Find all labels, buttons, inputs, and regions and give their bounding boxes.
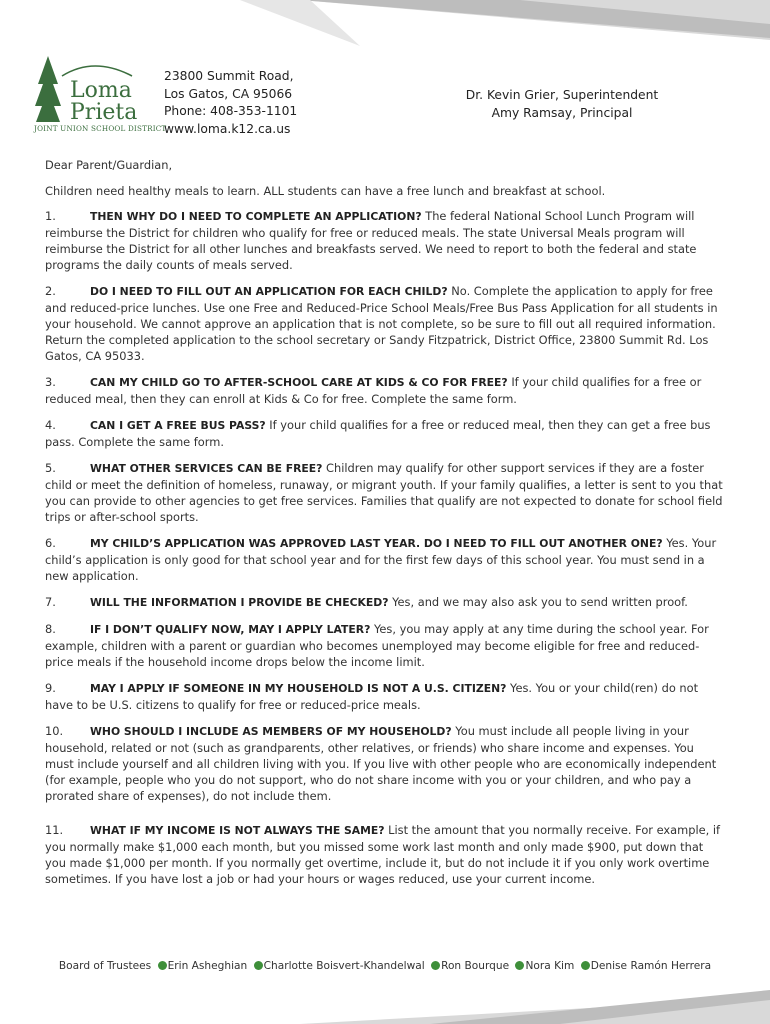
- faq-answer: No. Complete the application to apply for free and reduced-price lunches. Use one Free and Reduced-Price School Meals/Free Bus Pass Application for all students in your household. We cannot approve an application that is not complete, so be sure to fill out all required information. Return the completed application to the school secretary or Sandy Fitzpatrick, District Office, 23800 Summit Rd. Los Gatos, CA 95033.: [45, 284, 718, 363]
- faq-item: [45, 680, 725, 713]
- address-phone: Phone: 408-353-1101: [164, 104, 298, 118]
- faq-item: [45, 723, 725, 804]
- bullet-dot-icon: [158, 961, 167, 970]
- faq-question: WILL THE INFORMATION I PROVIDE BE CHECKED?: [90, 596, 389, 609]
- faq-answer: Yes. You or your child(ren) do not have to be U.S. citizens to qualify for free or reduced-price meals.: [45, 681, 699, 712]
- faq-number: 2.: [45, 284, 56, 298]
- district-logo: [34, 54, 167, 136]
- logo-name-line2: Prieta: [70, 100, 138, 125]
- faq-item: [45, 822, 725, 887]
- trustees-footer: [0, 960, 770, 972]
- faq-number: 11.: [45, 823, 64, 837]
- faq-question: WHAT IF MY INCOME IS NOT ALWAYS THE SAME?: [90, 824, 385, 837]
- footer-decoration: [0, 984, 770, 1024]
- bullet-dot-icon: [254, 961, 263, 970]
- faq-item: [45, 535, 725, 584]
- faq-question: CAN MY CHILD GO TO AFTER-SCHOOL CARE AT KIDS & CO FOR FREE?: [90, 376, 508, 389]
- faq-number: 9.: [45, 681, 56, 695]
- faq-answer: If your child qualifies for a free or reduced meal, then they can enroll at Kids & Co for free. Complete the same form.: [45, 375, 702, 406]
- faq-item: [45, 460, 725, 525]
- faq-question: DO I NEED TO FILL OUT AN APPLICATION FOR EACH CHILD?: [90, 285, 448, 298]
- letter-body: [45, 157, 725, 897]
- faq-answer: Yes, and we may also ask you to send written proof.: [388, 595, 688, 609]
- bullet-dot-icon: [581, 961, 590, 970]
- faq-answer: Yes, you may apply at any time during the school year. For example, children with a parent or guardian who becomes unemployed may become eligible for free and reduced-price meals if the household income drops below the income limit.: [45, 622, 709, 669]
- faq-question: WHO SHOULD I INCLUDE AS MEMBERS OF MY HOUSEHOLD?: [90, 725, 452, 738]
- faq-answer: List the amount that you normally receive. For example, if you normally make $1,000 each month, but you missed some work last month and only made $900, put down that you made $1,000 per month. If you normally get overtime, include it, but do not include it if you only work overtime sometimes. If you have lost a job or had your hours or wages reduced, use your current income.: [45, 823, 721, 886]
- superintendent-name: Dr. Kevin Grier, Superintendent: [465, 88, 659, 102]
- faq-question: CAN I GET A FREE BUS PASS?: [90, 419, 266, 432]
- faq-number: 7.: [45, 595, 56, 609]
- faq-answer: The federal National School Lunch Program will reimburse the District for children who qualify for free or reduced meals. The state Universal Meals program will reimburse the District for all other lunches and breakfasts served. We need to report to both the federal and state programs the daily counts of meals served.: [45, 209, 697, 272]
- faq-item: [45, 417, 725, 450]
- trustee-name: Erin Asheghian: [167, 960, 248, 972]
- faq-answer: You must include all people living in your household, related or not (such as grandparents, other relatives, or friends) who share income and expenses. You must include yourself and all children living with you. If you live with other people who are economically independent (for example, people who you do not support, who do not share income with you or your children, and who pay a prorated share of expenses), do not include them.: [45, 724, 717, 803]
- faq-item: [45, 208, 725, 273]
- faq-answer: If your child qualifies for a free or reduced meal, then they can get a free bus pass. Complete the same form.: [45, 418, 711, 449]
- address-website[interactable]: www.loma.k12.ca.us: [164, 121, 291, 136]
- faq-number: 1.: [45, 209, 56, 223]
- trustees-label: Board of Trustees: [58, 960, 152, 972]
- faq-question: IF I DON’T QUALIFY NOW, MAY I APPLY LATER?: [90, 623, 371, 636]
- faq-number: 3.: [45, 375, 56, 389]
- faq-question: MAY I APPLY IF SOMEONE IN MY HOUSEHOLD IS NOT A U.S. CITIZEN?: [90, 682, 507, 695]
- header-decoration: [0, 0, 770, 60]
- trustee-name: Charlotte Boisvert-Khandelwal: [263, 960, 425, 972]
- faq-question: WHAT OTHER SERVICES CAN BE FREE?: [90, 462, 323, 475]
- officials-block: [420, 86, 704, 122]
- faq-item: [45, 621, 725, 670]
- salutation: Dear Parent/Guardian,: [45, 158, 173, 172]
- bullet-dot-icon: [431, 961, 440, 970]
- faq-number: 5.: [45, 461, 56, 475]
- intro-paragraph: Children need healthy meals to learn. ALL students can have a free lunch and breakfast at school.: [45, 184, 606, 198]
- principal-name: Amy Ramsay, Principal: [491, 106, 633, 120]
- bullet-dot-icon: [515, 961, 524, 970]
- faq-number: 6.: [45, 536, 56, 550]
- trustee-name: Ron Bourque: [441, 960, 510, 972]
- faq-question: THEN WHY DO I NEED TO COMPLETE AN APPLICATION?: [90, 210, 422, 223]
- trustee-name: Denise Ramón Herrera: [590, 960, 712, 972]
- trustee-name: Nora Kim: [525, 960, 575, 972]
- faq-number: 10.: [45, 724, 64, 738]
- faq-answer: Yes. Your child’s application is only good for that school year and for the first few days of this school year. You must send in a new application.: [45, 536, 717, 583]
- logo-subtitle: JOINT UNION SCHOOL DISTRICT: [34, 124, 167, 133]
- faq-answer: Children may qualify for other support services if they are a foster child or meet the definition of homeless, runaway, or migrant youth. If your family qualifies, a letter is sent to you that you can provide to other agencies to get free services. Families that qualify are not expected to donate for school field trips or after-school sports.: [45, 461, 723, 524]
- district-address: [164, 68, 297, 138]
- faq-item: [45, 374, 725, 407]
- address-street: 23800 Summit Road,: [164, 69, 294, 83]
- address-city: Los Gatos, CA 95066: [164, 86, 293, 101]
- faq-number: 4.: [45, 418, 56, 432]
- faq-question: MY CHILD’S APPLICATION WAS APPROVED LAST YEAR. DO I NEED TO FILL OUT ANOTHER ONE?: [90, 537, 663, 550]
- faq-item: [45, 594, 725, 611]
- logo-name-line1: Loma: [70, 78, 132, 103]
- faq-item: [45, 283, 725, 364]
- faq-number: 8.: [45, 622, 56, 636]
